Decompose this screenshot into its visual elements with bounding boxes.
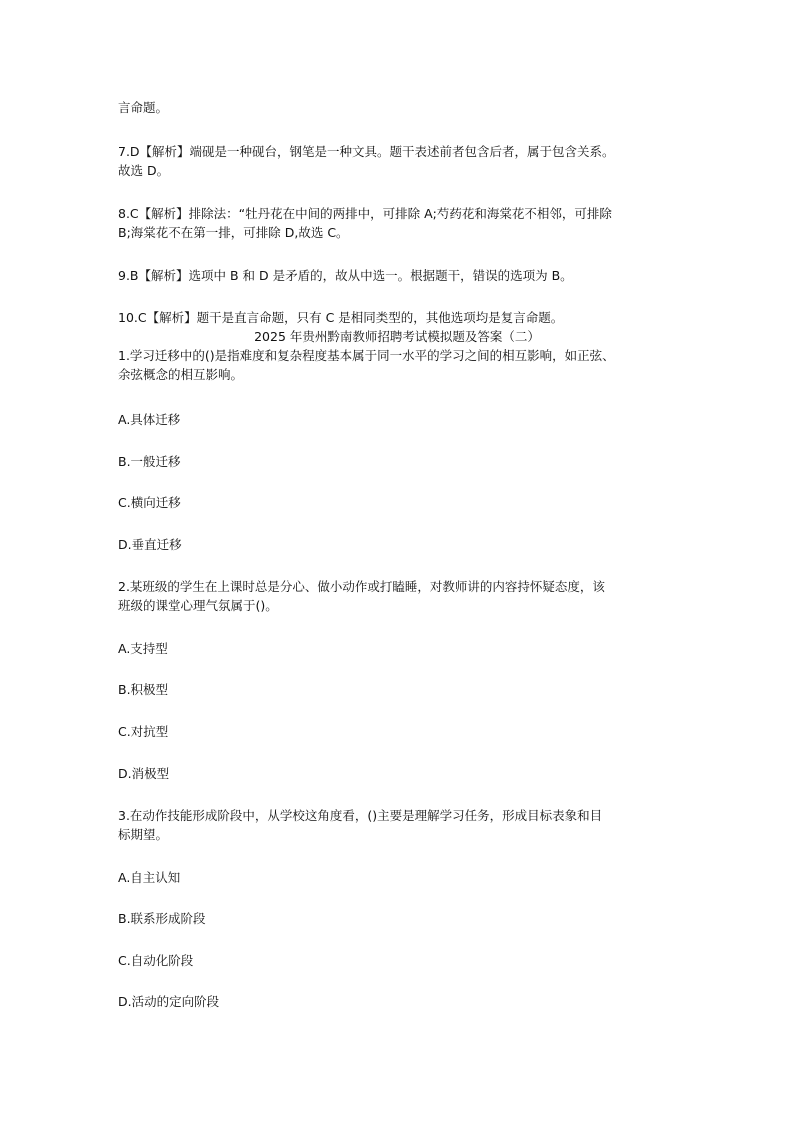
question-2-option-d: D.消极型 [118,766,170,781]
answer-8-line2: B;海棠花不在第一排，可排除 D,故选 C。 [118,225,349,240]
question-2-stem-line1: 2.某班级的学生在上课时总是分心、做小动作或打瞌睡，对教师讲的内容持怀疑态度，该 [118,579,605,594]
question-3-option-d: D.活动的定向阶段 [118,994,220,1009]
question-2-stem-line2: 班级的课堂心理气氛属于()。 [118,598,278,613]
answer-7-line1: 7.D【解析】端砚是一种砚台，钢笔是一种文具。题干表述前者包含后者，属于包含关系。 [118,144,615,159]
question-1-option-a: A.具体迁移 [118,412,181,427]
question-3-stem-line2: 标期望。 [118,827,169,842]
answer-8-line1: 8.C【解析】排除法：“牡丹花在中间的两排中，可排除 A;芍药花和海棠花不相邻，可排除 [118,206,612,221]
question-2-option-c: C.对抗型 [118,724,169,739]
question-1-option-d: D.垂直迁移 [118,537,182,552]
question-3-option-c: C.自动化阶段 [118,953,194,968]
question-3-option-a: A.自主认知 [118,870,181,885]
question-1-option-c: C.横向迁移 [118,495,181,510]
question-1-stem-line1: 1.学习迁移中的()是指难度和复杂程度基本属于同一水平的学习之间的相互影响，如正弦、 [118,348,615,363]
question-2-option-b: B.积极型 [118,682,169,697]
question-1-option-b: B.一般迁移 [118,454,181,469]
section-title: 2025 年贵州黔南教师招聘考试模拟题及答案（二） [254,329,540,344]
question-1-stem-line2: 余弦概念的相互影响。 [118,367,244,382]
question-2-option-a: A.支持型 [118,641,168,656]
answer-9: 9.B【解析】选项中 B 和 D 是矛盾的，故从中选一。根据题干，错误的选项为 B。 [118,268,573,283]
question-3-option-b: B.联系形成阶段 [118,911,206,926]
question-3-stem-line1: 3.在动作技能形成阶段中，从学校这角度看，()主要是理解学习任务，形成目标表象和目 [118,808,603,823]
answer-10: 10.C【解析】题干是直言命题，只有 C 是相同类型的，其他选项均是复言命题。 [118,310,564,325]
answer-7-line2: 故选 D。 [118,163,170,178]
answer-tail: 言命题。 [118,100,169,115]
